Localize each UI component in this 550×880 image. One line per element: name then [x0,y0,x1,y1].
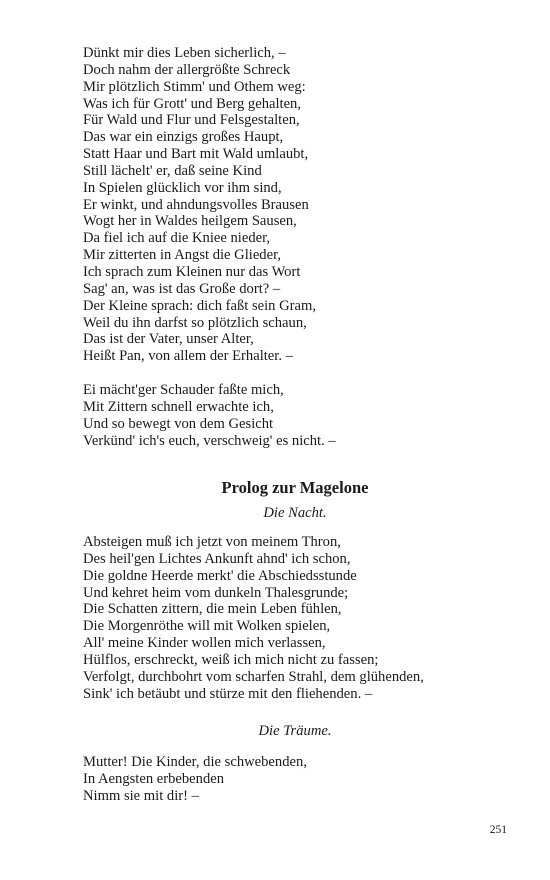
verse-line: Wogt her in Waldes heilgem Sausen, [83,213,297,230]
verse-line: All' meine Kinder wollen mich verlassen, [83,635,326,652]
verse-line: Der Kleine sprach: dich faßt sein Gram, [83,297,317,314]
page-number: 251 [489,824,507,836]
verse-line: Ei mächt'ger Schauder faßte mich, [83,382,284,398]
verse-line: Still lächelt' er, daß seine Kind [83,162,262,179]
verse-line: Die Morgenröthe will mit Wolken spielen, [83,618,331,635]
section-title: Prolog zur Magelone [221,478,369,497]
verse-line: Statt Haar und Bart mit Wald umlaubt, [83,146,309,163]
speaker-label: Die Träume. [258,723,332,739]
poem-stanza [83,382,336,449]
verse-line: Mutter! Die Kinder, die schwebenden, [83,754,307,770]
verse-line: Da fiel ich auf die Kniee nieder, [83,230,271,247]
verse-line: Sag' an, was ist das Große dort? – [83,280,281,297]
verse-line: Die goldne Heerde merkt' die Abschiedsstunde [83,567,357,584]
verse-line: Mit Zittern schnell erwachte ich, [83,398,274,415]
verse-line: Mir plötzlich Stimm' und Othem weg: [83,78,306,95]
verse-line: Für Wald und Flur und Felsgestalten, [83,112,300,129]
verse-line: Verfolgt, durchbohrt vom scharfen Strahl, dem glühenden, [83,668,424,685]
verse-line: Sink' ich betäubt und stürze mit den fliehenden. – [83,685,373,702]
verse-line: Dünkt mir dies Leben sicherlich, – [83,45,286,61]
verse-line: Und so bewegt von dem Gesicht [83,415,274,432]
verse-line: In Spielen glücklich vor ihm sind, [83,179,282,196]
verse-line: Ich sprach zum Kleinen nur das Wort [83,263,301,280]
verse-line: Des heil'gen Lichtes Ankunft ahnd' ich schon, [83,550,351,567]
poem-stanza [83,45,316,365]
speaker-label: Die Nacht. [263,505,327,521]
poem-stanza [83,754,307,805]
verse-line: Das war ein einzigs großes Haupt, [83,129,284,146]
verse-line: Nimm sie mit dir! – [83,787,199,804]
verse-line: Er winkt, und ahndungsvolles Brausen [83,196,309,213]
verse-line: In Aengsten erbebenden [83,770,225,787]
poem-stanza [83,534,424,702]
verse-line: Absteigen muß ich jetzt von meinem Thron, [83,534,341,550]
verse-line: Das ist der Vater, unser Alter, [83,331,254,348]
verse-line: Was ich für Grott' und Berg gehalten, [83,95,302,112]
verse-line: Und kehret heim vom dunkeln Thalesgrunde; [83,584,349,601]
verse-line: Die Schatten zittern, die mein Leben fühlen, [83,601,342,618]
verse-line: Hülflos, erschreckt, weiß ich mich nicht zu fassen; [83,651,379,668]
verse-line: Heißt Pan, von allem der Erhalter. – [83,348,293,365]
verse-line: Mir zitterten in Angst die Glieder, [83,247,282,264]
verse-line: Weil du ihn darfst so plötzlich schaun, [83,314,307,331]
verse-line: Doch nahm der allergrößte Schreck [83,61,291,78]
verse-line: Verkünd' ich's euch, verschweig' es nicht. – [83,432,336,449]
